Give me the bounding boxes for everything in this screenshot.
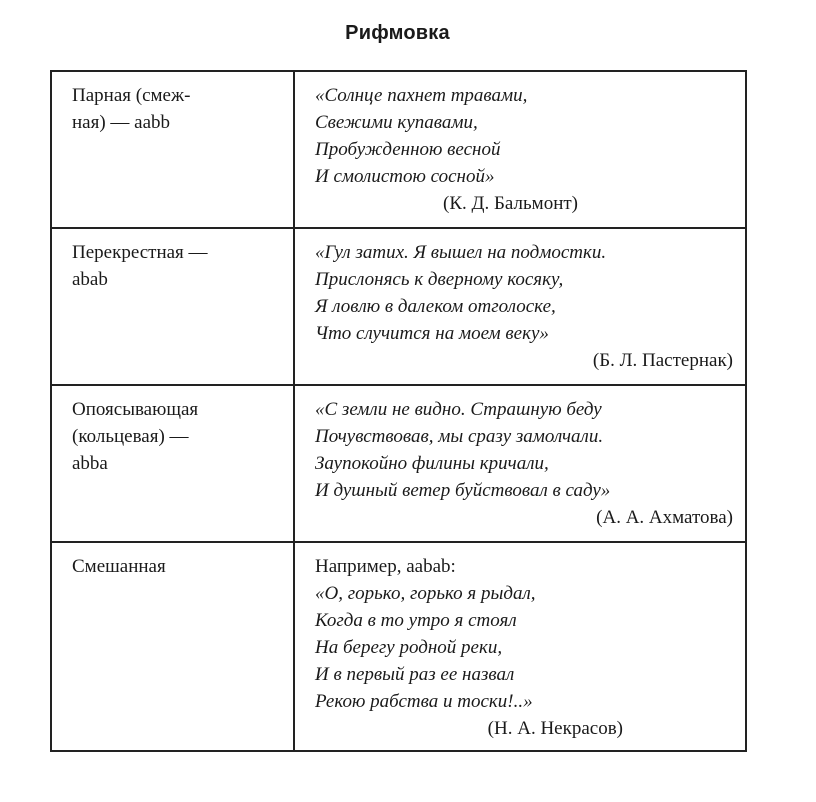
rhyme-type-line: Смешанная	[72, 556, 166, 577]
example-cell	[294, 385, 746, 542]
rhyme-type-line: ная) — aabb	[72, 112, 171, 133]
verse-line: И смолистою сосной»	[315, 166, 495, 187]
table-row	[51, 228, 746, 385]
table-row	[51, 71, 746, 228]
poem-author: (А. А. Ахматова)	[596, 507, 733, 528]
rhyme-type-line: Опоясывающая	[72, 399, 199, 420]
verse-line: На берегу родной реки,	[315, 637, 503, 658]
verse-line: Пробужденною весной	[315, 139, 501, 160]
rhyme-type-cell	[51, 71, 294, 228]
example-intro: Например, aabab:	[315, 556, 456, 577]
rhyme-type-line: abab	[72, 269, 108, 290]
verse-line: «С земли не видно. Страшную беду	[315, 399, 602, 420]
verse-line: «О, горько, горько я рыдал,	[315, 583, 536, 604]
rhyme-type-line: Перекрестная —	[72, 242, 208, 263]
page-title: Рифмовка	[345, 22, 450, 44]
example-cell	[294, 228, 746, 385]
verse-line: Свежими купавами,	[315, 112, 478, 133]
verse-line: Почувствовав, мы сразу замолчали.	[315, 426, 604, 447]
rhyme-type-line: (кольцевая) —	[72, 426, 189, 447]
rhyme-type-cell	[51, 385, 294, 542]
poem-author: (Н. А. Некрасов)	[487, 718, 623, 739]
table-row	[51, 385, 746, 542]
example-cell	[294, 542, 746, 751]
verse-line: Что случится на моем веку»	[315, 323, 549, 344]
verse-line: И в первый раз ее назвал	[315, 664, 515, 685]
verse-line: Заупокойно филины кричали,	[315, 453, 549, 474]
table-row	[51, 542, 746, 751]
poem-author: (К. Д. Бальмонт)	[443, 193, 578, 214]
verse-line: «Гул затих. Я вышел на подмостки.	[315, 242, 607, 263]
verse-line: Рекою рабства и тоски!..»	[315, 691, 533, 712]
rhyme-type-line: abba	[72, 453, 108, 474]
rhyme-type-cell	[51, 228, 294, 385]
verse-line: Я ловлю в далеком отголоске,	[315, 296, 556, 317]
verse-line: Прислонясь к дверному косяку,	[315, 269, 564, 290]
rhyme-type-cell	[51, 542, 294, 751]
rhyme-table	[50, 70, 747, 752]
verse-line: Когда в то утро я стоял	[315, 610, 517, 631]
poem-author: (Б. Л. Пастернак)	[592, 350, 733, 371]
verse-line: «Солнце пахнет травами,	[315, 85, 528, 106]
verse-line: И душный ветер буйствовал в саду»	[315, 480, 611, 501]
rhyme-type-line: Парная (смеж-	[72, 85, 191, 106]
example-cell	[294, 71, 746, 228]
